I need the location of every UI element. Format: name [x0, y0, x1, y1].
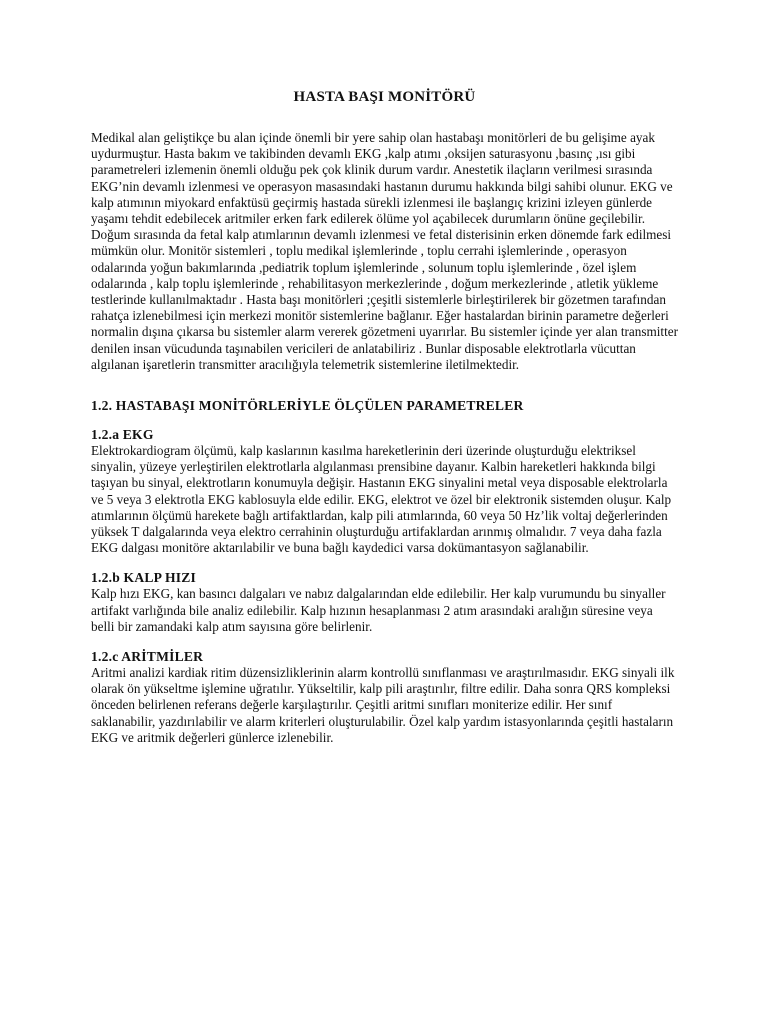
subsection-heading: 1.2.c ARİTMİLER [91, 649, 204, 665]
subsection-paragraph: Aritmi analizi kardiak ritim düzensizliklerinin alarm kontrollü sınıflanması ve araştırılmasıdır. EKG sinyali ilk olarak ön yükseltme işlemine uğratılır. Yükseltilir, kalp pili araştırılır, filtre edilir. Daha sonra QRS kompleksi önceden belirlenen referans değerle karşılaştırılır. Çeşitli aritmi sınıfları moniterize edilir. Her sınıf saklanabilir, yazdırılabilir ve alarm kriterleri oluşturulabilir. Özel kalp yardım istasyonlarında çeşitli hastaların EKG ve aritmik değerleri günlerce izlenebilir. [91, 665, 675, 745]
section-heading: 1.2. HASTABAŞI MONİTÖRLERİYLE ÖLÇÜLEN PARAMETRELER [91, 398, 524, 414]
subsection-paragraph: Kalp hızı EKG, kan basıncı dalgaları ve nabız dalgalarından elde edilebilir. Her kalp vurumundu bu sinyaller artifakt varlığında bile analiz edilebilir. Kalp hızının hesaplanması 2 atım arasındaki aralığın süresine veya belli bir zamandaki kalp atım sayısına göre belirlenir. [91, 586, 666, 634]
subsection-kalp-hizi [91, 570, 678, 635]
subsection-heading: 1.2.b KALP HIZI [91, 570, 196, 586]
intro-paragraph: Medikal alan geliştikçe bu alan içinde önemli bir yere sahip olan hastabaşı monitörleri de bu gelişime ayak uydurmuştur. Hasta bakım ve takibinden devamlı EKG ,kalp atımı ,oksijen saturasyonu ,basınç ,ısı gibi parametreleri izlemenin önemli olduğu pek çok klinik durum vardır. Anestetik ilaçların verilmesi sırasında EKG’nin devamlı izlenmesi ve operasyon masasındaki hastanın durumu hakkında bilgi sahibi olunur. EKG ve kalp atımının miyokard enfaktüsü geçirmiş hastada sürekli izlenmesi ile başlangıç krizini izleyen günlerde yaşamı tehdit edebilecek aritmiler erken fark edilerek ölüme yol açabilecek durumların önüne geçilebilir. Doğum sırasında da fetal kalp atımlarının devamlı izlenmesi ve fetal disterisinin erken dönemde fark edilmesi mümkün olur. Monitör sistemleri , toplu medikal işlemlerinde , toplu cerrahi işlemlerinde , operasyon odalarında yoğun bakımlarında ,pediatrik toplum işlemlerinde , solunum toplu işlemlerinde , özel işlem odalarında , kalp toplu işlemlerinde , rehabilitasyon merkezlerinde , doğum merkezlerinde , atletik yükleme testlerinde kullanılmaktadır . Hasta başı monitörleri ;çeşitli sistemlerle birleştirilerek bir gözetmen tarafından rahatça izlenebilmesi için merkezi monitör sistemlerine bağlanır. Eğer hastalardan birinin parametre değerleri normalin dışına çıkarsa bu sistemler alarm vererek gözetmeni uyarırlar. Bu sistemler içinde yer alan transmitter denilen insan vücudunda taşınabilen vericileri de anlatabiliriz . Bunlar disposable elektrotlarla vücuttan algılanan işaretlerin transmitter aracılığıyla telemetrik sistemlerine iletilmektedir. [91, 130, 679, 372]
subsection-ekg [91, 427, 678, 556]
subsection-aritmiler [91, 649, 678, 746]
subsection-paragraph: Elektrokardiogram ölçümü, kalp kaslarının kasılma hareketlerinin deri üzerinde oluşturduğu elektriksel sinyalin, yüzeye yerleştirilen elektrotlarla algılanması prensibine dayanır. Kalbin hareketleri hakkında bilgi taşıyan bu sinyal, elektrotların konumuyla değişir. Hastanın EKG sinyalini metal veya disposable elektrolarla ve 5 veya 3 elektrotla EKG kablosuyla elde edilir. EKG, elektrot ve özel bir elektronik sistemden oluşur. Kalp atımlarının ölçümü harekete bağlı artifaktlardan, kalp pili atımlarında, 60 veya 50 Hz’lik voltaj değerlerinden yüksek T dalgalarında veya elektro cerrahinin oluşturduğu artifaklardan arınmış olmalıdır. 7 veya daha fazla EKG dalgası monitöre aktarılabilir ve buna bağlı kaydedici varsa dokümantasyon sağlanabilir. [91, 443, 672, 556]
document-title: HASTA BAŞI MONİTÖRÜ [293, 89, 476, 105]
subsection-heading: 1.2.a EKG [91, 427, 154, 443]
